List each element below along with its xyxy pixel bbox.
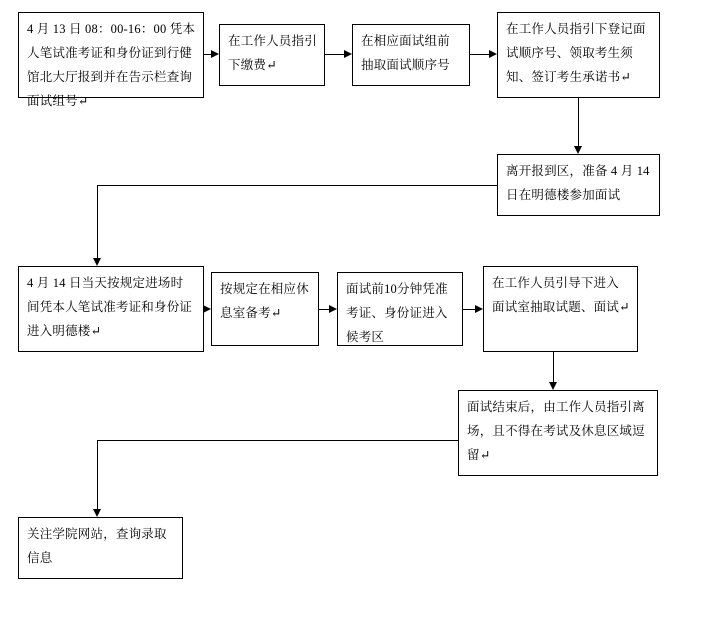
flow-node-check-results: 关注学院网站，查询录取信息: [18, 517, 183, 579]
flow-node-payment: 在工作人员指引下缴费↵: [219, 24, 325, 86]
arrowhead-n5-n6-icon: [93, 258, 101, 266]
arrowhead-n3-n4-icon: [489, 50, 497, 58]
arrowhead-n10-n11-icon: [93, 509, 101, 517]
connector-n10-n11-vertical: [97, 440, 98, 509]
flow-node-enter-mingde: 4 月 14 日当天按规定进场时间凭本人笔试准考证和身份证进入明德楼↵: [18, 266, 204, 352]
connector-n7-n8: [319, 309, 329, 310]
connector-n9-n10: [553, 352, 554, 382]
arrowhead-n4-n5-icon: [574, 146, 582, 154]
arrowhead-n8-n9-icon: [475, 305, 483, 313]
connector-n4-n5: [578, 98, 579, 146]
flow-node-register-order: 在工作人员指引下登记面试顺序号、领取考生须知、签订考生承诺书↵: [497, 12, 660, 98]
flow-node-waiting-area: 面试前10分钟凭准考证、身份证进入候考区: [337, 272, 463, 346]
arrowhead-n7-n8-icon: [329, 305, 337, 313]
arrowhead-n2-n3-icon: [344, 50, 352, 58]
connector-n8-n9: [463, 309, 475, 310]
arrowhead-n9-n10-icon: [549, 382, 557, 390]
flow-node-interview-room: 在工作人员引导下进入面试室抽取试题、面试↵: [483, 266, 638, 352]
flow-node-draw-order: 在相应面试组前抽取面试顺序号: [352, 24, 470, 86]
flow-node-registration: 4 月 13 日 08：00-16：00 凭本人笔试准考证和身份证到行健馆北大厅报到并在告示栏查询面试组号↵: [18, 12, 204, 98]
arrowhead-n1-n2-icon: [211, 50, 219, 58]
connector-n5-n6-horizontal: [97, 185, 497, 186]
connector-n2-n3: [325, 54, 344, 55]
connector-n3-n4: [470, 54, 489, 55]
connector-n5-n6-vertical: [97, 185, 98, 258]
arrowhead-n6-n7-icon: [203, 305, 211, 313]
flow-node-rest-room: 按规定在相应休息室备考↵: [211, 272, 319, 346]
flow-node-after-interview: 面试结束后，由工作人员指引离场，且不得在考试及休息区域逗留↵: [458, 390, 658, 476]
connector-n10-n11-horizontal: [97, 440, 458, 441]
connector-n1-n2: [204, 54, 211, 55]
flow-node-leave-reg-area: 离开报到区，准备 4 月 14 日在明德楼参加面试: [497, 154, 660, 216]
